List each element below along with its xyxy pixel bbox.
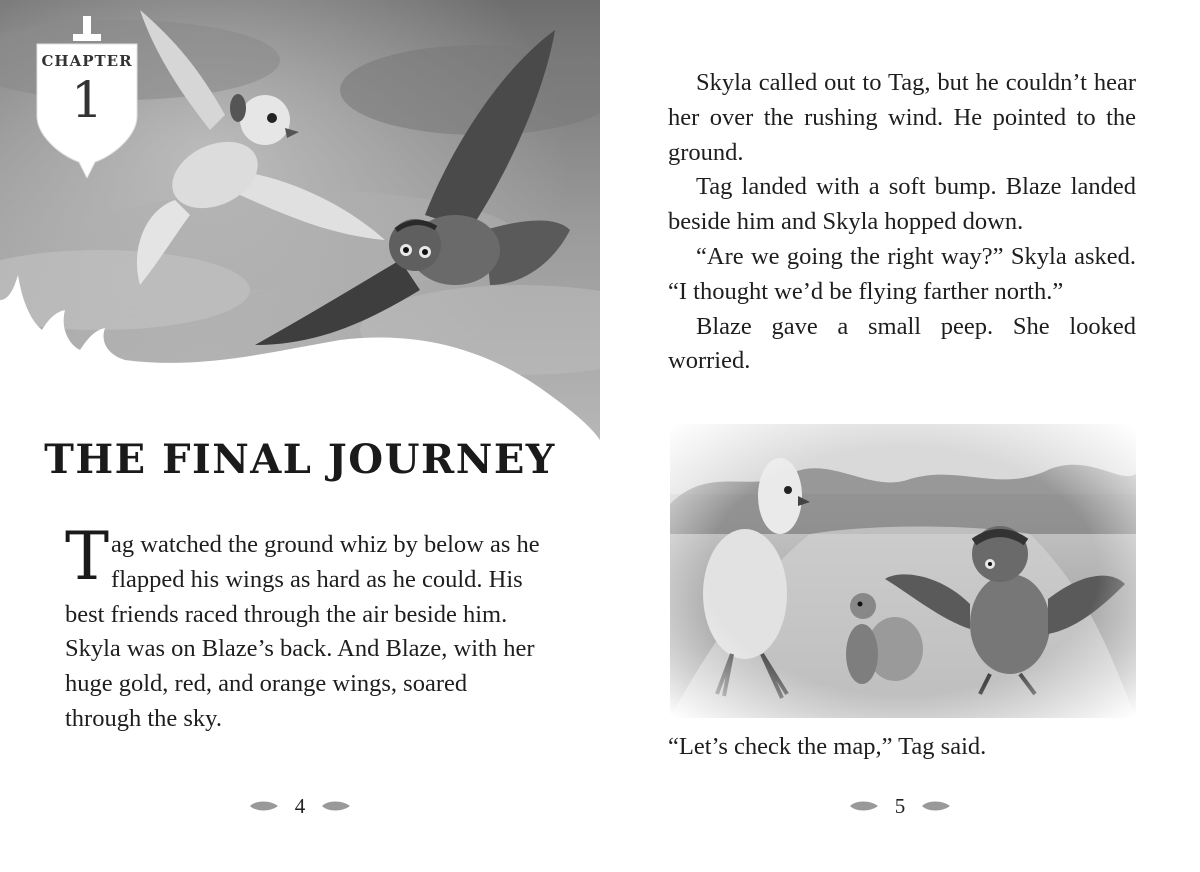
right-folio [600,794,1200,820]
paragraph: “Are we going the right way?” Skyla asked. “I thought we’d be flying farther north.” [668,242,1136,305]
right-body-text [668,66,1136,379]
chapter-number: 1 [71,71,103,129]
opening-paragraph: ag watched the ground whiz by below as he flapped his wings as hard as he could. His best friends raced through the air beside him. Skyla was on Blaze’s back. And Blaze, with her huge gold, red, and orange wings, soared through the sky. [65,531,540,732]
page-number-left: 4 [294,794,306,818]
paragraph: Tag landed with a soft bump. Blaze landed beside him and Skyla hopped down. [668,173,1136,236]
paragraph: Skyla called out to Tag, but he couldn’t hear her over the rushing wind. He pointed to the ground. [668,69,1136,166]
page-number-right: 5 [894,794,906,818]
paragraph: “Let’s check the map,” Tag said. [668,733,987,760]
leaf-ornament-icon [920,800,952,812]
drop-cap: T [65,518,110,595]
caption-paragraph-block [668,730,1136,765]
ground-scene-illustration [670,424,1136,718]
chapter-label: CHAPTER [41,52,133,70]
chapter-title: THE FINAL JOURNEY [44,436,556,483]
paragraph: Blaze gave a small peep. She looked worried. [668,312,1136,375]
